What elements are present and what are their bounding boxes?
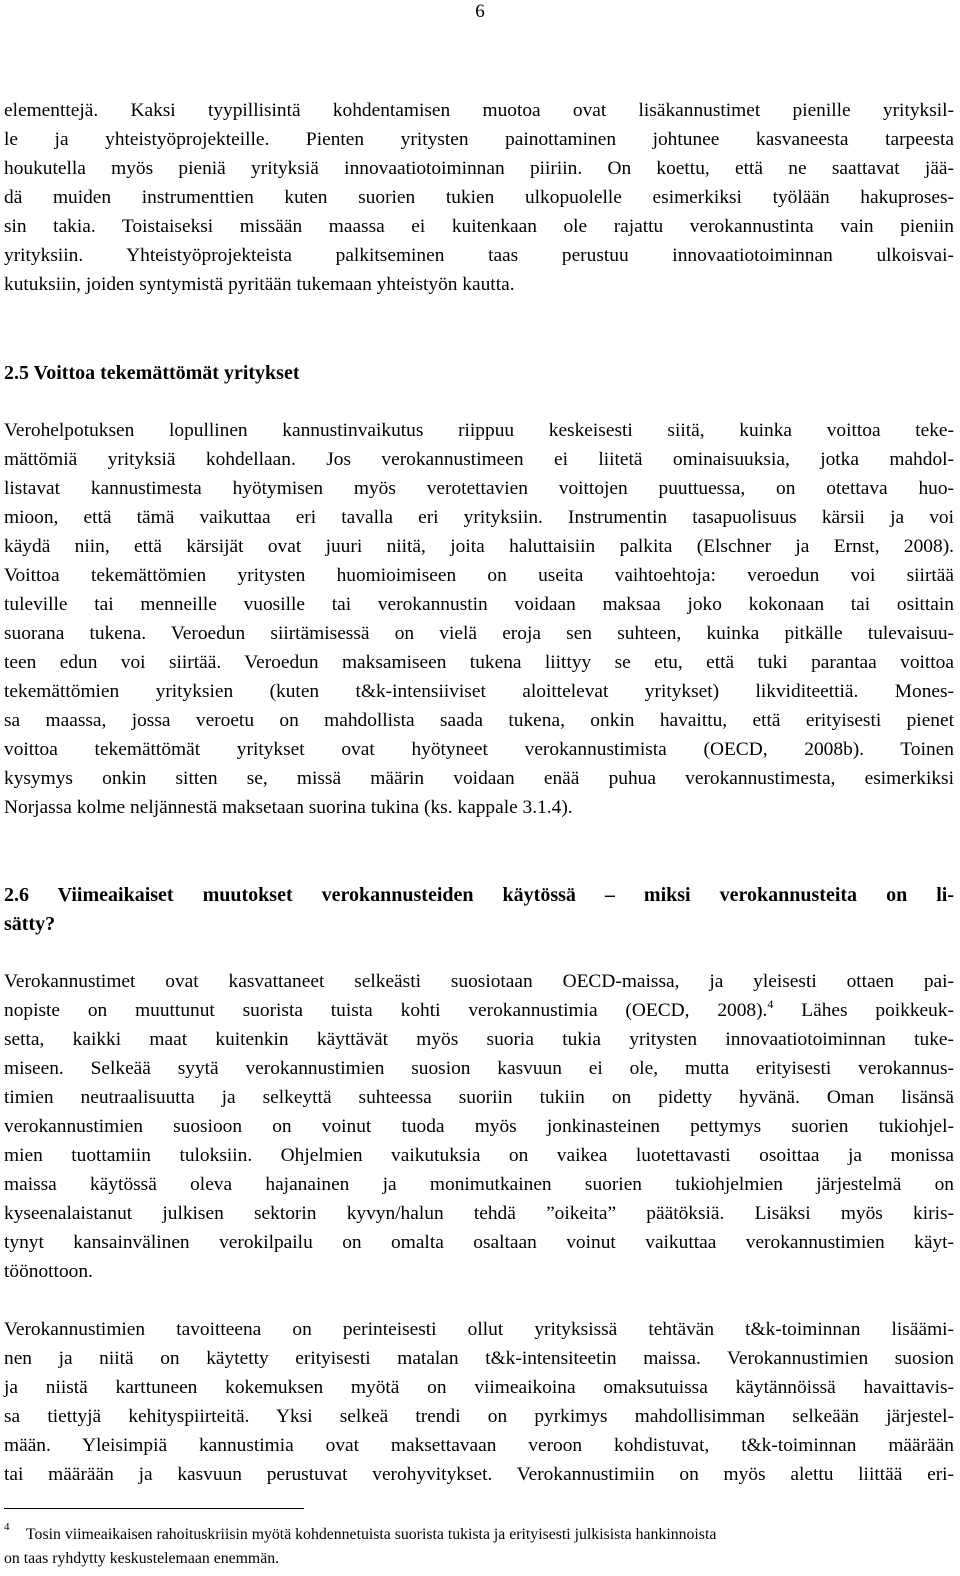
body-line: miseen. Selkeää syytä verokannustimien suosion kasvuun ei ole, mutta erityisesti verokannus- [4,1058,954,1079]
body-text: Lähes poikkeuk- [773,1000,954,1021]
section-heading-2-5: 2.5 Voittoa tekemättömät yritykset [4,362,300,384]
body-line: tynyt kansainvälinen verokilpailu on omalta osaltaan voinut vaikuttaa verokannustimien käyt- [4,1232,954,1253]
body-line: kutuksiin, joiden syntymistä pyritään tukemaan yhteistyön kautta. [4,274,515,295]
body-line: suorana tukena. Veroedun siirtämisessä on vielä eroja sen suhteen, kuinka pitkälle tulevaisuu- [4,623,954,644]
body-line: houkutella myös pieniä yrityksiä innovaatiotoiminnan piiriin. On koettu, että ne saattavat jää- [4,158,954,179]
footnote-text: on taas ryhdytty keskustelemaan enemmän. [4,1550,280,1567]
section-heading-2-6-cont: sätty? [4,913,56,935]
body-line: Norjassa kolme neljännestä maksetaan suorina tukina (ks. kappale 3.1.4). [4,797,573,818]
body-line: sa tiettyjä kehityspiirteitä. Yksi selkeä trendi on pyrkimys mahdollisimman selkeään järjestel- [4,1406,954,1427]
body-line: Verokannustimet ovat kasvattaneet selkeästi suosiotaan OECD-maissa, ja yleisesti ottaen pai- [4,971,954,992]
body-line: tuleville tai menneille vuosille tai verokannustin voidaan maksaa joko kokonaan tai osittain [4,594,954,615]
footnote-separator [4,1508,304,1509]
body-line: setta, kaikki maat kuitenkin käyttävät myös suoria tukia yritysten innovaatiotoiminnan tuke- [4,1029,954,1050]
body-line: verokannustimien suosioon on voinut tuoda myös jonkinasteinen pettymys suorien tukiohjel- [4,1116,954,1137]
body-line: töönottoon. [4,1261,93,1282]
body-line: nen ja niitä on käytetty erityisesti matalan t&k-intensiteetin maissa. Verokannustimien suosion [4,1348,954,1369]
body-line: yrityksiin. Yhteistyöprojekteista palkitseminen taas perustuu innovaatiotoiminnan ulkoisvai- [4,245,954,266]
body-line: Verokannustimien tavoitteena on perinteisesti ollut yrityksissä tehtävän t&k-toiminnan lisäämi- [4,1319,954,1340]
body-line: ja niistä karttuneen kokemuksen myötä on viimeaikoina omaksutuissa käytännöissä havaittavis- [4,1377,954,1398]
body-line: mien tuottamiin tuloksiin. Ohjelmien vaikutuksia on vaikea luotettavasti osoittaa ja monissa [4,1145,954,1166]
body-line: maissa käytössä oleva hajanainen ja monimutkainen suorien tukiohjelmien järjestelmä on [4,1174,954,1195]
footnote-ref[interactable]: 4 [767,997,774,1011]
body-line: listavat kannustimesta hyötymisen myös verotettavien voittojen puuttuessa, on otettava huo- [4,478,954,499]
body-line: kysymys onkin sitten se, missä määrin voidaan enää puhua verokannustimesta, esimerkiksi [4,768,954,789]
body-line: käydä niin, että kärsijät ovat juuri niitä, joita haluttaisiin palkita (Elschner ja Ernst, 2008). [4,536,954,557]
body-line: mään. Yleisimpiä kannustimia ovat maksettavaan veroon kohdistuvat, t&k-toiminnan määrään [4,1435,954,1456]
footnote-number: 4 [4,1521,10,1533]
body-line: voittoa tekemättömät yritykset ovat hyötyneet verokannustimista (OECD, 2008b). Toinen [4,739,954,760]
body-line: elementtejä. Kaksi tyypillisintä kohdentamisen muotoa ovat lisäkannustimet pienille yrityksil- [4,100,954,121]
body-line: Verohelpotuksen lopullinen kannustinvaikutus riippuu keskeisesti siitä, kuinka voittoa teke- [4,420,954,441]
section-heading-2-6: 2.6 Viimeaikaiset muutokset verokannusteiden käytössä – miksi verokannusteita on li- [4,884,954,906]
body-line: tai määrään ja kasvuun perustuvat verohyvitykset. Verokannustimiin on myös alettu liittää eri- [4,1464,954,1485]
body-line: sa maassa, jossa veroetu on mahdollista saada tukena, onkin havaittu, että erityisesti pienet [4,710,954,731]
body-line: teen edun voi siirtää. Veroedun maksamiseen tukena liittyy se etu, että tuki parantaa voittoa [4,652,954,673]
footnote-text: Tosin viimeaikaisen rahoituskriisin myötä kohdennetuista suorista tukista ja erityisesti julkisista hankinnoista [26,1526,717,1543]
body-line-with-footnote [4,996,954,1025]
page-number: 6 [475,1,485,22]
body-line: timien neutraalisuutta ja selkeyttä suhteessa suoriin tukiin on pidetty hyvänä. Oman lisänsä [4,1087,954,1108]
body-line: Voittoa tekemättömien yritysten huomioimiseen on useita vaihtoehtoja: veroedun voi siirtää [4,565,954,586]
body-line: tekemättömien yrityksien (kuten t&k-intensiiviset aloittelevat yritykset) likviditeettiä. Mones- [4,681,954,702]
body-line: le ja yhteistyöprojekteille. Pienten yritysten painottaminen johtunee kasvaneesta tarpeesta [4,129,954,150]
body-text: nopiste on muuttunut suorista tuista kohti verokannustimia (OECD, 2008). [4,1000,768,1021]
body-line: mättömiä yrityksiä kohdellaan. Jos verokannustimeen ei liitetä ominaisuuksia, jotka mahdol- [4,449,954,470]
body-line: kyseenalaistanut julkisen sektorin kyvyn/halun tehdä ”oikeita” päätöksiä. Lisäksi myös kiris- [4,1203,954,1224]
body-line: sin takia. Toistaiseksi missään maassa ei kuitenkaan ole rajattu verokannustinta vain pieniin [4,216,954,237]
body-line: mioon, että tämä vaikuttaa eri tavalla eri yrityksiin. Instrumentin tasapuolisuus kärsii ja voi [4,507,954,528]
body-line: dä muiden instrumenttien kuten suorien tukien ulkopuolelle esimerkiksi työlään hakuproses- [4,187,954,208]
